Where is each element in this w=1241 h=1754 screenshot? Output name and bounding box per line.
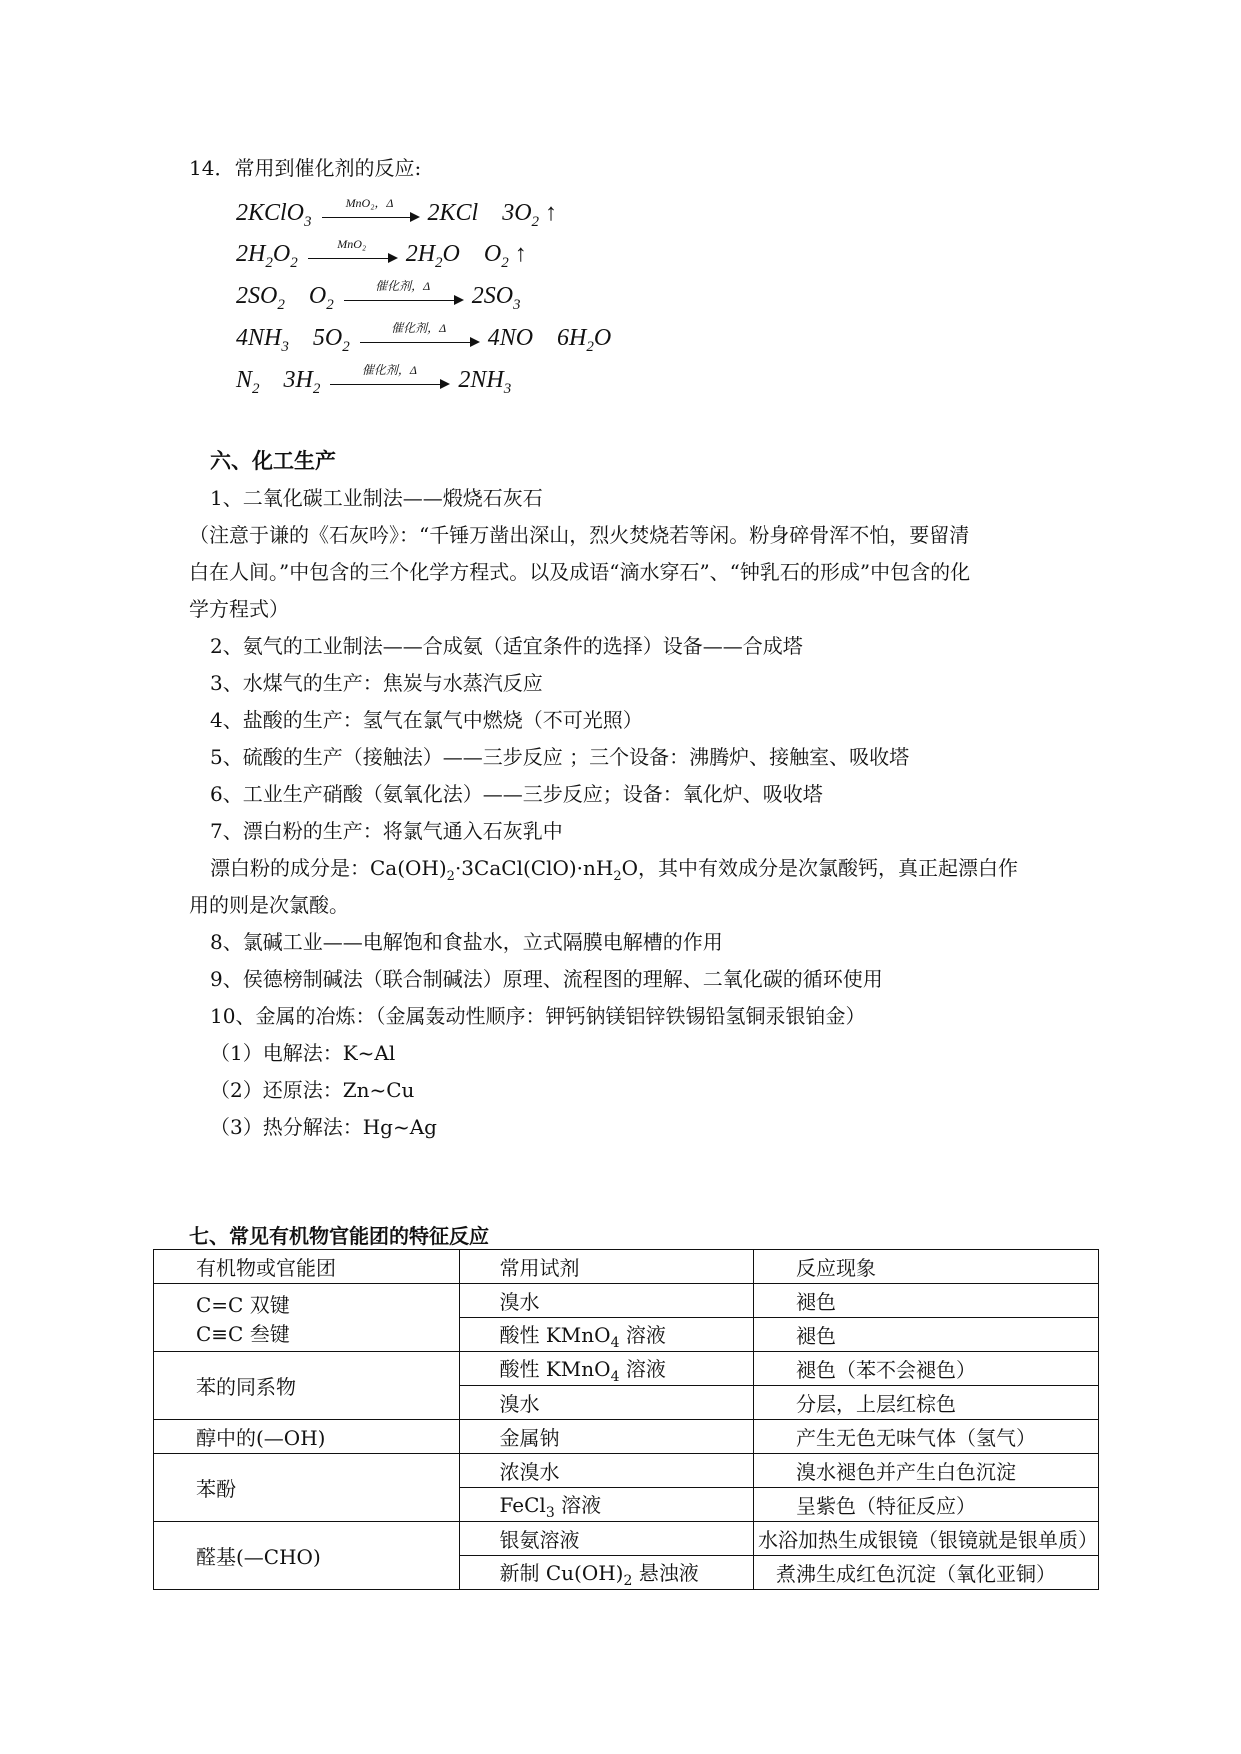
table-cell: 溴水褪色并产生白色沉淀 xyxy=(754,1454,1099,1488)
table-cell: 溴水 xyxy=(459,1284,754,1318)
table-cell: C=C 双键 C≡C 叁键 xyxy=(154,1284,460,1352)
table-cell: 新制 $Cu(OH)_2$ 悬浊液 xyxy=(459,1556,754,1590)
equation-3: $2SO_2$ $O_2$ 催化剂，Δ $2SO_3$ xyxy=(236,278,521,313)
section14-heading: 14．常用到催化剂的反应: xyxy=(189,156,422,180)
reaction-arrow: 催化剂，Δ xyxy=(330,378,448,385)
table-row xyxy=(154,1352,1099,1386)
section6-item: 6、工业生产硝酸（氨氧化法）——三步反应；设备：氧化炉、吸收塔 xyxy=(210,782,823,806)
reaction-arrow: 催化剂，Δ xyxy=(344,294,462,301)
table-row xyxy=(154,1284,1099,1318)
table-cell: 酸性 KMnO$_4$ 溶液 xyxy=(459,1352,754,1386)
reaction-arrow: 催化剂，Δ xyxy=(360,336,478,343)
equation-1: 2KClO$_3$ MnO₂，Δ 2KCl $3O_2$ ↑ xyxy=(236,195,558,230)
section6-item: 3、水煤气的生产：焦炭与水蒸汽反应 xyxy=(210,671,543,695)
table-header-row xyxy=(154,1250,1099,1284)
table-cell: 金属钠 xyxy=(459,1420,754,1454)
table-cell: 褪色 xyxy=(754,1318,1099,1352)
table-cell: 醇中的(—OH) xyxy=(154,1420,460,1454)
table-cell: 褪色（苯不会褪色） xyxy=(754,1352,1099,1386)
table-cell: 苯的同系物 xyxy=(154,1352,460,1420)
bleach-composition: 漂白粉的成分是：$Ca(OH)_2\cdot 3CaCl(ClO)\cdot nH_2O$，其中有效成分是次氯酸钙，真正起漂白作 xyxy=(210,856,1019,884)
table-cell: 溴水 xyxy=(459,1386,754,1420)
equation-4: $4NH_3$ $5O_2$ 催化剂，Δ 4NO $6H_2O$ xyxy=(236,320,612,355)
table-cell: 醛基(—CHO) xyxy=(154,1522,460,1590)
table-header: 常用试剂 xyxy=(459,1250,754,1284)
table-cell: 浓溴水 xyxy=(459,1454,754,1488)
section6-item: （注意于谦的《石灰吟》：“千锤万凿出深山，烈火焚烧若等闲。粉身碎骨浑不怕，要留清 xyxy=(189,523,970,547)
table-cell: 呈紫色（特征反应） xyxy=(754,1488,1099,1522)
section6-item: 5、硫酸的生产（接触法）——三步反应 ；三个设备：沸腾炉、接触室、吸收塔 xyxy=(210,745,910,769)
table-cell: 水浴加热生成银镜（银镜就是银单质） xyxy=(754,1522,1099,1556)
table-header: 有机物或官能团 xyxy=(154,1250,460,1284)
table-cell: 银氨溶液 xyxy=(459,1522,754,1556)
equation-2: $2H_2O_2$ MnO₂ $2H_2O$ $O_2$ ↑ xyxy=(236,236,527,271)
table-row xyxy=(154,1454,1099,1488)
table-row xyxy=(154,1420,1099,1454)
section6-item: 学方程式） xyxy=(189,597,289,621)
table-cell: 煮沸生成红色沉淀（氧化亚铜） xyxy=(754,1556,1099,1590)
section6-item: 9、侯德榜制碱法（联合制碱法）原理、流程图的理解、二氧化碳的循环使用 xyxy=(210,967,883,991)
section6-item: 7、漂白粉的生产：将氯气通入石灰乳中 xyxy=(210,819,563,843)
section6-item: （3）热分解法：Hg~Ag xyxy=(210,1115,437,1139)
section7-heading: 七、常见有机物官能团的特征反应 xyxy=(189,1224,489,1248)
table-cell: 酸性 KMnO$_4$ 溶液 xyxy=(459,1318,754,1352)
functional-group-table xyxy=(153,1249,1099,1590)
section6-item: 1、二氧化碳工业制法——煅烧石灰石 xyxy=(210,486,543,510)
reaction-arrow: MnO₂ xyxy=(308,252,396,259)
section6-item: （1）电解法：K~Al xyxy=(210,1041,396,1065)
table-cell: 产生无色无味气体（氢气） xyxy=(754,1420,1099,1454)
table-row xyxy=(154,1522,1099,1556)
section6-item: 白在人间。”中包含的三个化学方程式。以及成语“滴水穿石”、“钟乳石的形成”中包含的化 xyxy=(189,560,971,584)
table-header: 反应现象 xyxy=(754,1250,1099,1284)
equation-5: $N_2$ $3H_2$ 催化剂，Δ $2NH_3$ xyxy=(236,362,512,397)
section6-item: （2）还原法：Zn~Cu xyxy=(210,1078,415,1102)
bleach-composition-cont: 用的则是次氯酸。 xyxy=(189,893,349,917)
table-cell: 分层，上层红棕色 xyxy=(754,1386,1099,1420)
section6-item: 2、氨气的工业制法——合成氨（适宜条件的选择）设备——合成塔 xyxy=(210,634,803,658)
table-cell: FeCl$_3$ 溶液 xyxy=(459,1488,754,1522)
section6-item: 10、金属的冶炼：（金属轰动性顺序：钾钙钠镁铝锌铁锡铅氢铜汞银铂金） xyxy=(210,1004,866,1028)
table-cell: 褪色 xyxy=(754,1284,1099,1318)
table-cell: 苯酚 xyxy=(154,1454,460,1522)
section6-item: 4、盐酸的生产：氢气在氯气中燃烧（不可光照） xyxy=(210,708,643,732)
section6-item: 8、氯碱工业——电解饱和食盐水，立式隔膜电解槽的作用 xyxy=(210,930,723,954)
reaction-arrow: MnO₂，Δ xyxy=(322,211,418,218)
section6-heading: 六、化工生产 xyxy=(210,448,336,473)
